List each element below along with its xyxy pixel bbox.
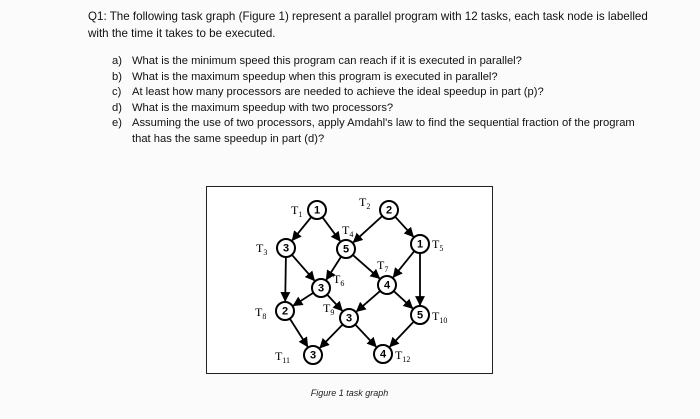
node-label-letter: T — [342, 223, 350, 237]
node-label-subscript: 10 — [439, 316, 448, 325]
node-label — [255, 305, 266, 321]
node-label-letter: T — [359, 195, 367, 209]
task-node-t10 — [411, 306, 447, 325]
node-label — [323, 301, 334, 317]
item-marker: b) — [112, 70, 122, 83]
item-text: What is the maximum speedup when this program is executed in parallel? — [132, 70, 498, 83]
node-label-subscript: 11 — [282, 356, 291, 365]
node-label-letter: T — [255, 305, 263, 319]
node-label-subscript: 6 — [340, 279, 345, 288]
edge-t10-t12 — [390, 322, 414, 347]
task-node-t3 — [256, 239, 295, 257]
edge-t1-t3 — [292, 217, 311, 240]
node-label — [395, 348, 410, 364]
question-text: Q1: The following task graph (Figure 1) represent a parallel program with 12 tasks, each task node is labelled with the time it takes to be executed. — [88, 10, 648, 40]
question-item-b — [112, 70, 652, 86]
node-label-subscript: 3 — [263, 248, 268, 257]
edge-t3-t6 — [292, 255, 315, 281]
node-label — [359, 195, 370, 211]
item-marker: e) — [112, 117, 122, 130]
node-weight: 1 — [313, 204, 321, 217]
task-graph-nodes — [255, 195, 447, 365]
node-label — [432, 309, 447, 325]
node-label-subscript: 9 — [330, 308, 335, 317]
node-weight: 2 — [385, 204, 393, 217]
edge-t7-t10 — [394, 291, 413, 308]
task-node-t1 — [291, 201, 326, 219]
item-marker: d) — [112, 101, 122, 114]
task-node-t11 — [275, 346, 322, 365]
node-label — [291, 203, 302, 219]
edge-t2-t4 — [353, 216, 382, 242]
question-item-e — [112, 116, 652, 147]
item-marker: a) — [112, 55, 122, 67]
node-weight: 5 — [342, 243, 350, 256]
edge-t1-t4 — [322, 217, 340, 241]
task-node-t2 — [359, 195, 398, 219]
item-text: What is the maximum speedup with two processors? — [132, 101, 394, 114]
task-node-t9 — [323, 301, 358, 327]
node-weight: 3 — [309, 349, 317, 362]
node-label-letter: T — [256, 241, 264, 255]
question-items — [112, 54, 652, 148]
task-graph — [207, 187, 494, 375]
item-marker: c) — [112, 86, 122, 99]
node-label-letter: T — [275, 349, 283, 363]
edge-t4-t7 — [353, 255, 380, 279]
node-label-subscript: 12 — [402, 355, 411, 364]
node-label — [333, 272, 344, 288]
edge-t2-t5 — [395, 217, 413, 237]
node-weight: 3 — [345, 312, 353, 325]
node-label-letter: T — [377, 258, 385, 272]
node-weight: 4 — [379, 348, 387, 361]
edge-t3-t8 — [285, 257, 286, 301]
figure-caption: Figure 1 task graph — [310, 388, 389, 398]
edge-t7-t9 — [357, 291, 381, 312]
edge-t9-t12 — [355, 325, 376, 347]
node-label-subscript: 4 — [349, 230, 354, 239]
node-label-subscript: 5 — [439, 244, 444, 253]
node-label — [342, 223, 353, 239]
node-label-subscript: 8 — [262, 312, 267, 321]
node-label — [256, 241, 267, 257]
node-label-letter: T — [432, 309, 440, 323]
edge-t9-t11 — [320, 325, 343, 348]
task-node-t8 — [255, 302, 294, 321]
task-node-t5 — [411, 235, 443, 253]
node-weight: 1 — [416, 238, 424, 251]
node-weight: 3 — [317, 282, 325, 295]
item-text: At least how many processors are needed to achieve the ideal speedup in part (p)? — [132, 86, 544, 99]
node-label-letter: T — [333, 272, 341, 286]
edge-t8-t11 — [290, 319, 308, 347]
item-text: What is the minimum speed this program can reach if it is executed in parallel? — [132, 55, 522, 67]
item-text: Assuming the use of two processors, apply Amdahl's law to find the sequential fraction of the program that has the same speedup in part (d)? — [132, 117, 635, 145]
node-label-letter: T — [291, 203, 299, 217]
node-weight: 3 — [282, 242, 290, 255]
task-graph-figure — [206, 186, 493, 374]
node-label-subscript: 2 — [366, 202, 371, 211]
node-weight: 4 — [383, 279, 391, 292]
node-label — [432, 237, 443, 253]
node-label-letter: T — [323, 301, 331, 315]
node-label — [377, 258, 388, 274]
node-label-subscript: 1 — [298, 210, 303, 219]
question-item-c — [112, 85, 652, 101]
node-weight: 5 — [416, 309, 424, 322]
question-item-d — [112, 101, 652, 117]
node-label-letter: T — [432, 237, 440, 251]
node-label — [275, 349, 290, 365]
node-label-subscript: 7 — [384, 265, 389, 274]
task-node-t12 — [374, 345, 410, 364]
node-label-letter: T — [395, 348, 403, 362]
question-item-a — [112, 54, 652, 70]
edge-t6-t8 — [293, 293, 313, 306]
edge-t5-t7 — [393, 251, 414, 277]
node-weight: 2 — [281, 305, 289, 318]
